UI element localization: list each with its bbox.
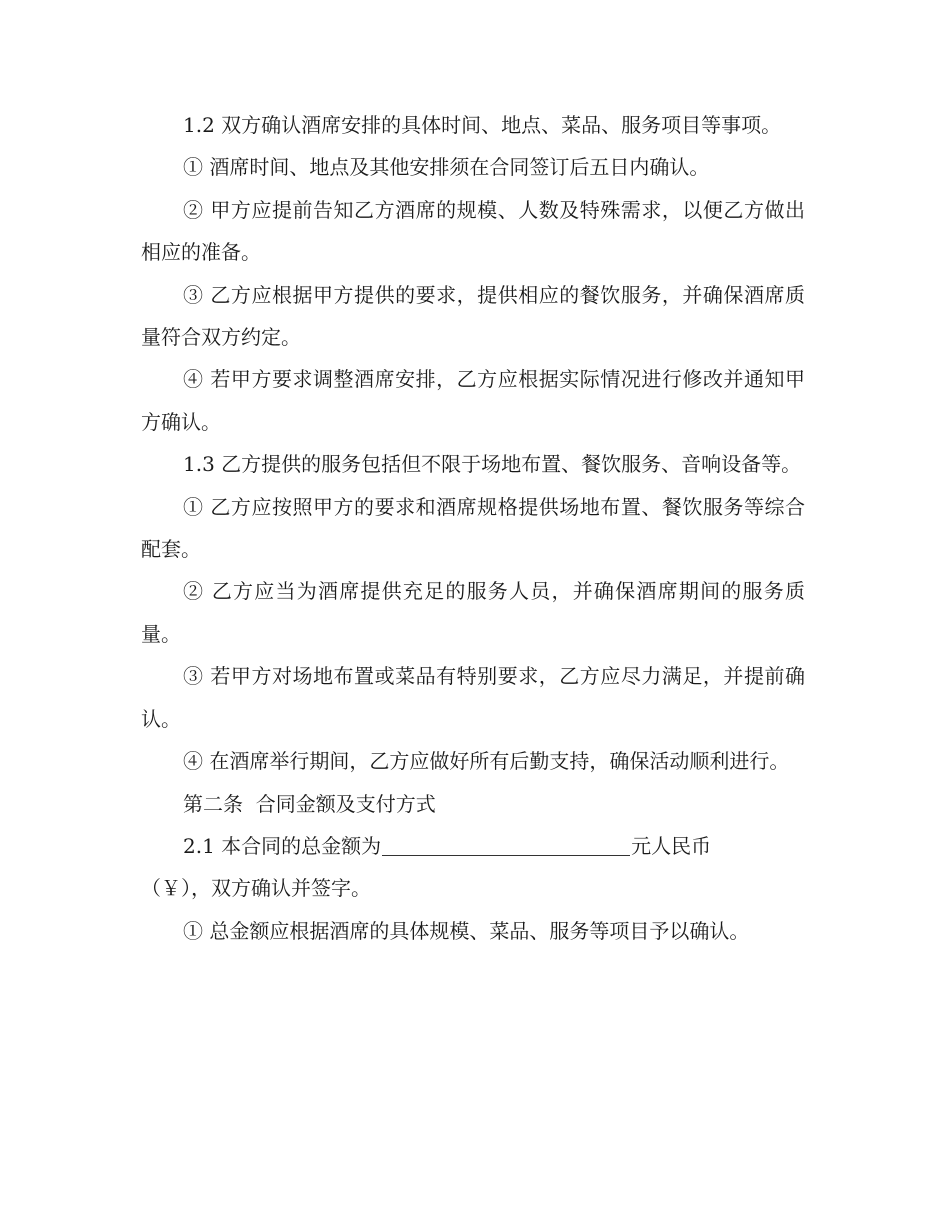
- clause-2-1-item-1: ① 总金额应根据酒席的具体规模、菜品、服务等项目予以确认。: [183, 918, 750, 943]
- amount-prefix: 2.1 本合同的总金额为: [183, 833, 382, 858]
- clause-2-1: [141, 825, 805, 867]
- clause-1-3-item-2: ② 乙方应当为酒席提供充足的服务人员，并确保酒席期间的服务质量。: [141, 579, 805, 646]
- clause-1-2-item-3: ③ 乙方应根据甲方提供的要求，提供相应的餐饮服务，并确保酒席质量符合双方约定。: [141, 282, 805, 350]
- document-body: [141, 104, 805, 952]
- clause-2-1-continued: （￥），双方确认并签字。: [141, 876, 371, 901]
- clause-1-2-item-4: ④ 若甲方要求调整酒席安排，乙方应根据实际情况进行修改并通知甲方确认。: [141, 367, 805, 434]
- clause-1-3-item-4: ④ 在酒席举行期间，乙方应做好所有后勤支持，确保活动顺利进行。: [183, 749, 790, 774]
- amount-suffix: 元人民币: [631, 833, 712, 858]
- clause-1-2-item-1: ① 酒席时间、地点及其他安排须在合同签订后五日内确认。: [183, 155, 710, 180]
- clause-1-3: 1.3 乙方提供的服务包括但不限于场地布置、餐饮服务、音响设备等。: [183, 452, 802, 477]
- clause-1-3-item-3: ③ 若甲方对场地布置或菜品有特别要求，乙方应尽力满足，并提前确认。: [141, 664, 805, 731]
- clause-1-2-item-2: ② 甲方应提前告知乙方酒席的规模、人数及特殊需求，以便乙方做出相应的准备。: [141, 197, 805, 265]
- clause-1-2: 1.2 双方确认酒席安排的具体时间、地点、菜品、服务项目等事项。: [183, 113, 782, 137]
- section-title: 第二条 合同金额及支付方式: [183, 791, 436, 816]
- clause-1-3-item-1: ① 乙方应按照甲方的要求和酒席规格提供场地布置、餐饮服务等综合配套。: [141, 494, 805, 562]
- amount-blank-line[interactable]: [382, 833, 630, 856]
